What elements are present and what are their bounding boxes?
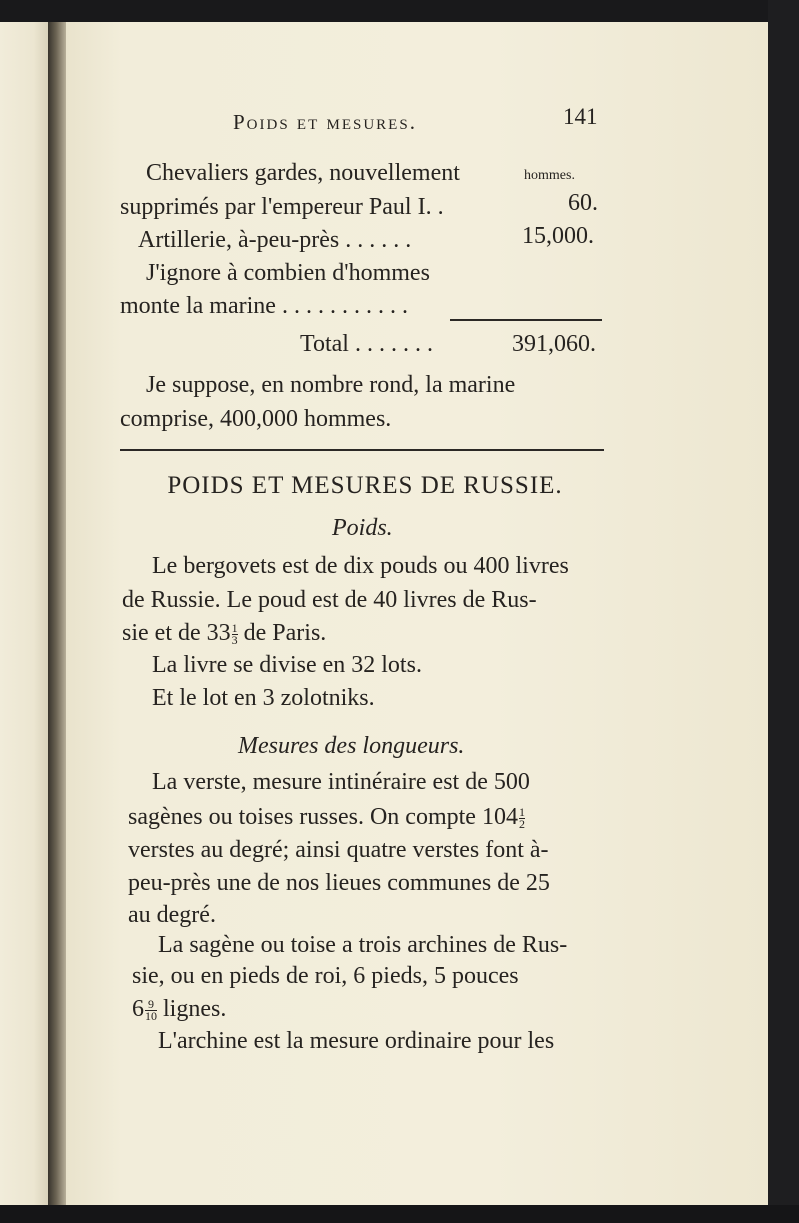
paragraph-text: lignes. [163, 996, 227, 1022]
paragraph-line: Et le lot en 3 zolotniks. [152, 685, 375, 711]
table-row-text: Chevaliers gardes, nouvellement [146, 160, 460, 186]
paragraph-line [122, 620, 326, 647]
paragraph-line: La verste, mesure intinéraire est de 500 [152, 769, 530, 795]
paragraph-line: L'archine est la mesure ordinaire pour les [158, 1028, 555, 1054]
fraction: $\frac{1}{2}$ [518, 804, 525, 831]
paragraph-line [128, 804, 525, 831]
scan-right-border [768, 0, 799, 1223]
table-row-text: monte la marine . . . . . . . . . . . [120, 293, 408, 319]
paragraph-line: verstes au degré; ainsi quatre verstes font à- [128, 837, 549, 863]
unit-label: hommes. [524, 168, 575, 183]
page-number: 141 [563, 104, 598, 129]
total-rule [450, 319, 602, 321]
fraction: $\frac{9}{10}$ [145, 996, 157, 1023]
lengths-heading: Mesures des longueurs. [238, 733, 465, 759]
facing-page-edge [0, 22, 48, 1205]
table-row-text: J'ignore à combien d'hommes [146, 260, 430, 286]
paragraph-line: La livre se divise en 32 lots. [152, 652, 422, 678]
paragraph-line: au degré. [128, 902, 216, 928]
paragraph-text: sie et de 33 [122, 620, 231, 646]
total-value: 391,060. [512, 331, 596, 357]
paragraph-line: La sagène ou toise a trois archines de Rus- [158, 932, 568, 958]
paragraph-text: 6 [132, 996, 144, 1022]
paragraph-text: sagènes ou toises russes. On compte 104 [128, 804, 518, 830]
table-row-text: Artillerie, à-peu-près . . . . . . [138, 227, 412, 253]
note-line: Je suppose, en nombre rond, la marine [146, 372, 516, 398]
table-row-value: 15,000. [522, 223, 594, 249]
weights-heading: Poids. [332, 515, 393, 541]
fraction: $\frac{1}{3}$ [231, 620, 238, 647]
scan-bottom-border [0, 1205, 799, 1223]
paragraph-line: peu-près une de nos lieues communes de 25 [128, 870, 550, 896]
paragraph-line: Le bergovets est de dix pouds ou 400 livres [152, 553, 569, 579]
table-row-value: 60. [568, 190, 598, 216]
running-head: Poids et mesures. [233, 110, 417, 134]
scan-top-border [0, 0, 799, 22]
note-line: comprise, 400,000 hommes. [120, 406, 392, 432]
table-row-text: supprimés par l'empereur Paul I. . [120, 194, 444, 220]
book-gutter [48, 22, 66, 1205]
section-rule [120, 449, 604, 451]
total-label: Total . . . . . . . [300, 331, 433, 357]
paragraph-line: sie, ou en pieds de roi, 6 pieds, 5 pouces [132, 963, 519, 989]
paragraph-text: de Paris. [243, 620, 327, 646]
section-title: POIDS ET MESURES DE RUSSIE. [167, 472, 563, 499]
paragraph-line: de Russie. Le poud est de 40 livres de Rus- [122, 587, 537, 613]
paragraph-line [132, 996, 226, 1023]
